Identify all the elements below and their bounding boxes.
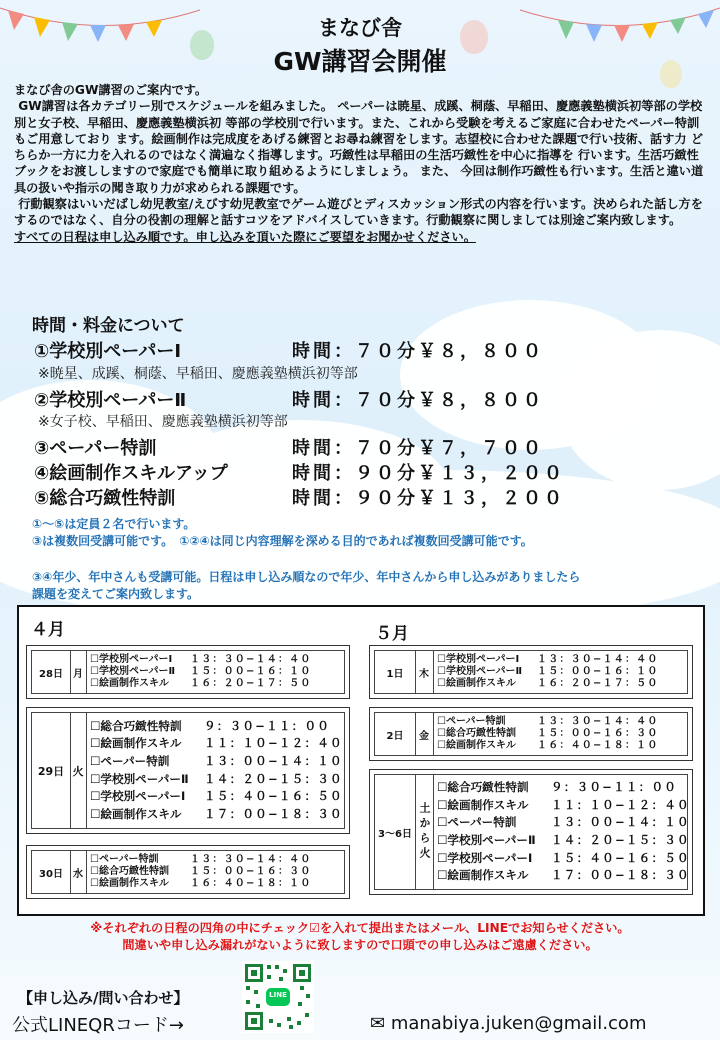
- day-weekday: 金: [415, 713, 434, 755]
- session-item[interactable]: ☐総合巧緻性特訓 ９：３０−１１：００: [437, 780, 678, 795]
- session-item[interactable]: ☐学校別ペーパーⅡ １５：００−１６：１０: [90, 665, 312, 677]
- schedule-day: [26, 845, 350, 899]
- session-item[interactable]: ☐絵画制作スキル １６：２０−１７：５０: [90, 678, 312, 690]
- session-item[interactable]: ☐絵画制作スキル １１：１０−１２：４０: [90, 736, 343, 751]
- session-item[interactable]: ☐学校別ペーパーⅡ １４：２０−１５：３０: [90, 771, 343, 786]
- session-item[interactable]: ☐絵画制作スキル １１：１０−１２：４０: [437, 797, 690, 812]
- pricing-note: 課題を変えてご案内致します。: [32, 587, 200, 601]
- course-label: ④絵画制作スキルアップ: [34, 463, 228, 484]
- intro-paragraph: すべての日程は申し込み順です。申し込みを頂いた際にご要望をお聞かせください。: [14, 229, 476, 244]
- day-weekday: 土から火: [418, 802, 431, 862]
- day-date: 29日: [32, 713, 71, 828]
- session-item[interactable]: ☐ペーパー特訓 １３：３０−１４：４０: [437, 715, 659, 727]
- month-april: ４月: [31, 620, 65, 640]
- qr-line-label: LINE: [269, 991, 287, 999]
- line-qr-label: 公式LINEQRコード→: [12, 1015, 184, 1036]
- course-label: ③ペーパー特訓: [34, 438, 157, 459]
- session-item[interactable]: ☐絵画制作スキル １６：４０−１８：１０: [437, 740, 659, 752]
- session-item[interactable]: ☐総合巧緻性特訓 １５：００−１６：３０: [90, 865, 312, 877]
- session-item[interactable]: ☐絵画制作スキル １６：４０−１８：１０: [90, 878, 312, 890]
- session-item[interactable]: ☐学校別ペーパーⅠ １５：４０−１６：５０: [90, 789, 343, 804]
- session-item[interactable]: ☐絵画制作スキル １６：２０−１７：５０: [437, 678, 659, 690]
- course-price: 時間：７０分￥７，７００: [292, 438, 544, 459]
- schedule-day: [369, 645, 693, 699]
- course-note: ※暁星、成蹊、桐蔭、早稲田、慶應義塾横浜初等部: [38, 366, 358, 382]
- day-date: 1日: [375, 651, 416, 693]
- intro-paragraph: まなび舎のGW講習のご案内です。: [14, 83, 208, 97]
- session-item[interactable]: ☐学校別ペーパーⅠ １３：３０−１４：４０: [90, 653, 312, 665]
- day-weekday: 水: [70, 851, 87, 893]
- contact-email[interactable]: ✉ manabiya.juken@gmail.com: [370, 1013, 647, 1034]
- session-item[interactable]: ☐絵画制作スキル １７：００−１８：３０: [90, 806, 343, 821]
- course-price: 時間：７０分￥８，８００: [292, 390, 544, 411]
- course-price: 時間：９０分￥１３，２００: [292, 463, 565, 484]
- pricing-heading: 時間・料金について: [32, 316, 185, 336]
- course-label: ②学校別ペーパーⅡ: [34, 390, 187, 411]
- pricing-note: ③は複数回受講可能です。 ①②④は同じ内容理解を深める目的であれば複数回受講可能です。: [32, 534, 533, 548]
- day-date: 3～6日: [375, 775, 416, 889]
- intro-paragraph: 行動観察はいいだばし幼児教室/えびす幼児教室でゲーム遊びとディスカッション形式の内容を行います。決められた話し方を するのではなく、自分の役割の理解と話すコツをアドバイスしていきます。行動観察に関しましては別途ご案内致します。: [14, 197, 703, 228]
- day-date: 2日: [375, 713, 416, 755]
- course-row: [34, 337, 544, 363]
- page-title: GW講習会開催: [273, 47, 447, 76]
- session-item[interactable]: ☐学校別ペーパーⅡ １５：００−１６：１０: [437, 665, 659, 677]
- course-price: 時間：９０分￥１３，２００: [292, 488, 565, 509]
- session-item[interactable]: ☐学校別ペーパーⅠ １５：４０−１６：５０: [437, 850, 690, 865]
- session-item[interactable]: ☐ペーパー特訓 １３：００−１４：１０: [437, 815, 690, 830]
- session-item[interactable]: ☐総合巧緻性特訓 ９：３０−１１：００: [90, 718, 331, 733]
- schedule-day: [26, 645, 350, 699]
- course-label: ⑤総合巧緻性特訓: [34, 488, 176, 509]
- session-item[interactable]: ☐学校別ペーパーⅡ １４：２０−１５：３０: [437, 833, 690, 847]
- day-weekday: 月: [70, 651, 87, 693]
- course-price: 時間：７０分￥８，８００: [292, 341, 544, 362]
- course-label: ①学校別ペーパーⅠ: [34, 341, 182, 362]
- day-date: 28日: [32, 651, 71, 693]
- pricing-note: ③④年少、年中さんも受講可能。日程は申し込み順なので年少、年中さんから申し込みがありましたら: [32, 570, 581, 584]
- pricing-note: ①～⑤は定員２名で行います。: [32, 517, 196, 531]
- mail-icon: ✉: [370, 1013, 391, 1034]
- submission-note: ※それぞれの日程の四角の中にチェック☑を入れて提出またはメール、LINEでお知らせください。: [90, 921, 630, 935]
- course-row: [34, 386, 544, 412]
- schedule-day: [369, 707, 693, 761]
- contact-heading: 【申し込み/問い合わせ】: [18, 989, 189, 1007]
- school-name: まなび舎: [318, 16, 402, 40]
- submission-note: 間違いや申し込み漏れがないように致しますので口頭での申し込みはご遠慮ください。: [122, 938, 598, 952]
- intro-paragraph: GW講習は各カテゴリー別でスケジュールを組みました。 ペーパーは暁星、成蹊、桐蔭、早稲田、慶應義塾横浜初等部の学校別と女子校、早稲田、慶應義塾横浜初 等部の学校別で行います。また、これから受験を考えるご家庭に合わせたペーパー特訓もご用意しており ます。絵画制作は完成度をあげる練習とお尋ね練習をします。志望校に合わせた課題で行い技術、話す力 どちらか一方に力を入れるのではなく満遍なく指導します。巧緻性は早稲田の生活巧緻性を中心に指導を 行います。生活巧緻性ブックをお渡ししますので家庭でも簡単に取り組めるようにしましょう。 また、 今回は制作巧緻性も行います。生活と違い道具の扱いや指示の聞き取り力が求められる課題です。: [14, 99, 704, 195]
- course-row: [34, 434, 544, 460]
- month-may: ５月: [375, 624, 409, 644]
- schedule-day: [26, 707, 350, 834]
- course-note: ※女子校、早稲田、慶應義塾横浜初等部: [38, 414, 288, 430]
- course-row: [34, 484, 565, 510]
- day-date: 30日: [32, 851, 71, 893]
- schedule-day: [369, 769, 693, 895]
- session-item[interactable]: ☐絵画制作スキル １７：００−１８：３０: [437, 868, 690, 883]
- day-weekday: 木: [415, 651, 434, 693]
- day-weekday: 火: [70, 713, 87, 828]
- session-item[interactable]: ☐ペーパー特訓 １３：００−１４：１０: [90, 753, 343, 768]
- course-row: [34, 459, 565, 485]
- intro-text: [14, 82, 708, 245]
- session-item[interactable]: ☐総合巧緻性特訓 １５：００−１６：３０: [437, 727, 659, 739]
- session-item[interactable]: ☐学校別ペーパーⅠ １３：３０−１４：４０: [437, 653, 659, 665]
- schedule-table: [17, 605, 705, 916]
- session-item[interactable]: ☐ペーパー特訓 １３：３０−１４：４０: [90, 853, 312, 865]
